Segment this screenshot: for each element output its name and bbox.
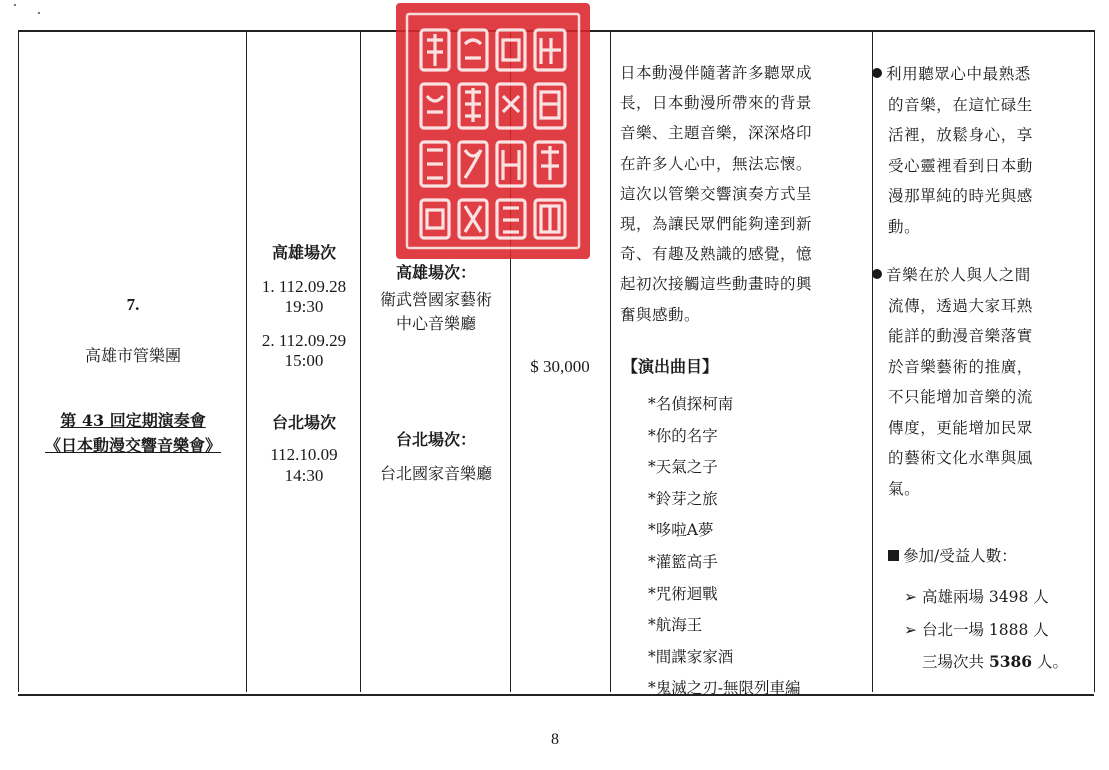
description-cell: [618, 30, 868, 698]
benefit-cell: [882, 30, 1086, 690]
description-line: 音樂、主題音樂，深深烙印: [620, 124, 813, 143]
column-divider: [360, 30, 361, 692]
benefit-2: [888, 260, 1078, 504]
table-border-right: [1094, 30, 1095, 692]
event-title-line2: 《日本動漫交響音樂會》: [44, 436, 221, 455]
table-border-left: [18, 30, 19, 692]
benefit-1-line: 的音樂，在這忙碌生: [888, 95, 1033, 114]
organizer-name: 高雄市管樂團: [84, 346, 181, 365]
participants-total: [922, 650, 1068, 672]
arrow-icon: ➢: [904, 621, 917, 639]
benefit-2-line: 不只能增加音樂的流: [888, 388, 1033, 406]
amount: $ 30,000: [530, 357, 590, 376]
program-item: *咒術迴戰: [648, 584, 718, 603]
bullet-icon: [872, 269, 882, 279]
participants-taipei-text: 台北一場 1888 人: [922, 621, 1049, 639]
description-line: 長，日本動漫所帶來的背景: [620, 94, 813, 113]
description-line: 奮與感動。: [620, 305, 701, 324]
benefit-1-line: 漫那單純的時光與感: [888, 187, 1033, 205]
kaohsiung-venue-heading: 高雄場次：: [395, 263, 476, 282]
program-item: *哆啦A夢: [648, 521, 714, 540]
benefit-2-line: 能詳的動漫音樂落實: [888, 327, 1033, 345]
column-divider: [872, 30, 873, 692]
program-item: *你的名字: [648, 426, 718, 445]
kaohsiung-schedule-heading: 高雄場次: [271, 243, 336, 262]
program-item: *名偵探柯南: [648, 395, 734, 413]
kaohsiung-time-2: 15:00: [284, 351, 324, 370]
taipei-time: 14:30: [284, 466, 324, 485]
participants-kaohsiung-text: 高雄兩場 3498 人: [922, 588, 1049, 606]
description-line: 奇、有趣及熟識的感覺，憶: [620, 245, 813, 264]
program-item: *鈴芽之旅: [648, 489, 718, 508]
benefit-1-line: 活裡，放鬆身心，享: [888, 126, 1033, 144]
benefit-2-line: 傳度，更能增加民眾: [888, 418, 1033, 437]
scan-speck: [14, 4, 16, 6]
benefit-2-line: 音樂在於人與人之間: [886, 266, 1031, 284]
taipei-schedule-heading: 台北場次: [271, 413, 336, 432]
benefit-2-line: 於音樂藝術的推廣，: [888, 357, 1033, 376]
participants-heading-text: 參加/受益人數：: [903, 547, 1017, 565]
program-heading: 【演出曲目】: [622, 357, 719, 376]
description-line: 日本動漫伴隨著許多聽眾成: [620, 64, 813, 82]
description-line: 這次以管樂交響演奏方式呈: [620, 184, 813, 203]
square-bullet-icon: [888, 550, 899, 561]
description-line: 現，為讓民眾們能夠達到新: [620, 215, 813, 234]
description-line: 在許多人心中，無法忘懷。: [620, 154, 813, 173]
program-item: *間諜家家酒: [648, 647, 734, 666]
program-item: *鬼滅之刃-無限列車編: [648, 679, 801, 698]
page-number: 8: [551, 731, 559, 748]
program-item: *灌籃高手: [648, 553, 718, 571]
kaohsiung-time-1: 19:30: [284, 297, 324, 316]
event-cell: [20, 30, 246, 690]
participants-kaohsiung: [904, 585, 1049, 607]
benefit-2-line: 氣。: [888, 479, 921, 498]
arrow-icon: ➢: [904, 588, 917, 606]
taipei-venue-heading: 台北場次：: [395, 430, 476, 449]
schedule-cell: [248, 30, 360, 690]
official-seal-stamp: [393, 0, 593, 262]
program-item: *天氣之子: [648, 458, 718, 477]
participants-heading: [888, 544, 1017, 566]
event-title-line1: 第 43 回定期演奏會: [60, 411, 206, 430]
benefit-2-line: 流傳，透過大家耳熟: [888, 296, 1033, 315]
benefit-1-line: 動。: [888, 217, 921, 236]
kaohsiung-date-2: 2. 112.09.29: [261, 331, 347, 350]
participants-total-prefix: 三場次共: [922, 653, 989, 671]
taipei-venue: 台北國家音樂廳: [379, 464, 492, 483]
participants-taipei: [904, 618, 1049, 640]
column-divider: [610, 30, 611, 692]
description-line: 起初次接觸這些動畫時的興: [620, 275, 813, 294]
bullet-icon: [872, 68, 882, 78]
taipei-date: 112.10.09: [270, 445, 338, 464]
scan-speck: [38, 12, 40, 14]
benefit-1-line: 利用聽眾心中最熟悉: [886, 65, 1031, 83]
kaohsiung-venue-line1: 衛武營國家藝術: [379, 290, 492, 309]
row-number: 7.: [126, 295, 140, 314]
participants-total-suffix: 人。: [1032, 653, 1069, 671]
participants-total-number: 5386: [988, 652, 1033, 671]
description-paragraph: [620, 58, 860, 330]
column-divider: [246, 30, 247, 692]
benefit-1: [888, 59, 1078, 242]
kaohsiung-venue-line2: 中心音樂廳: [395, 314, 476, 333]
benefit-1-line: 受心靈裡看到日本動: [888, 156, 1033, 175]
benefit-2-line: 的藝術文化水準與風: [888, 449, 1033, 467]
kaohsiung-date-1: 1. 112.09.28: [261, 277, 347, 296]
program-item: *航海王: [648, 616, 703, 635]
